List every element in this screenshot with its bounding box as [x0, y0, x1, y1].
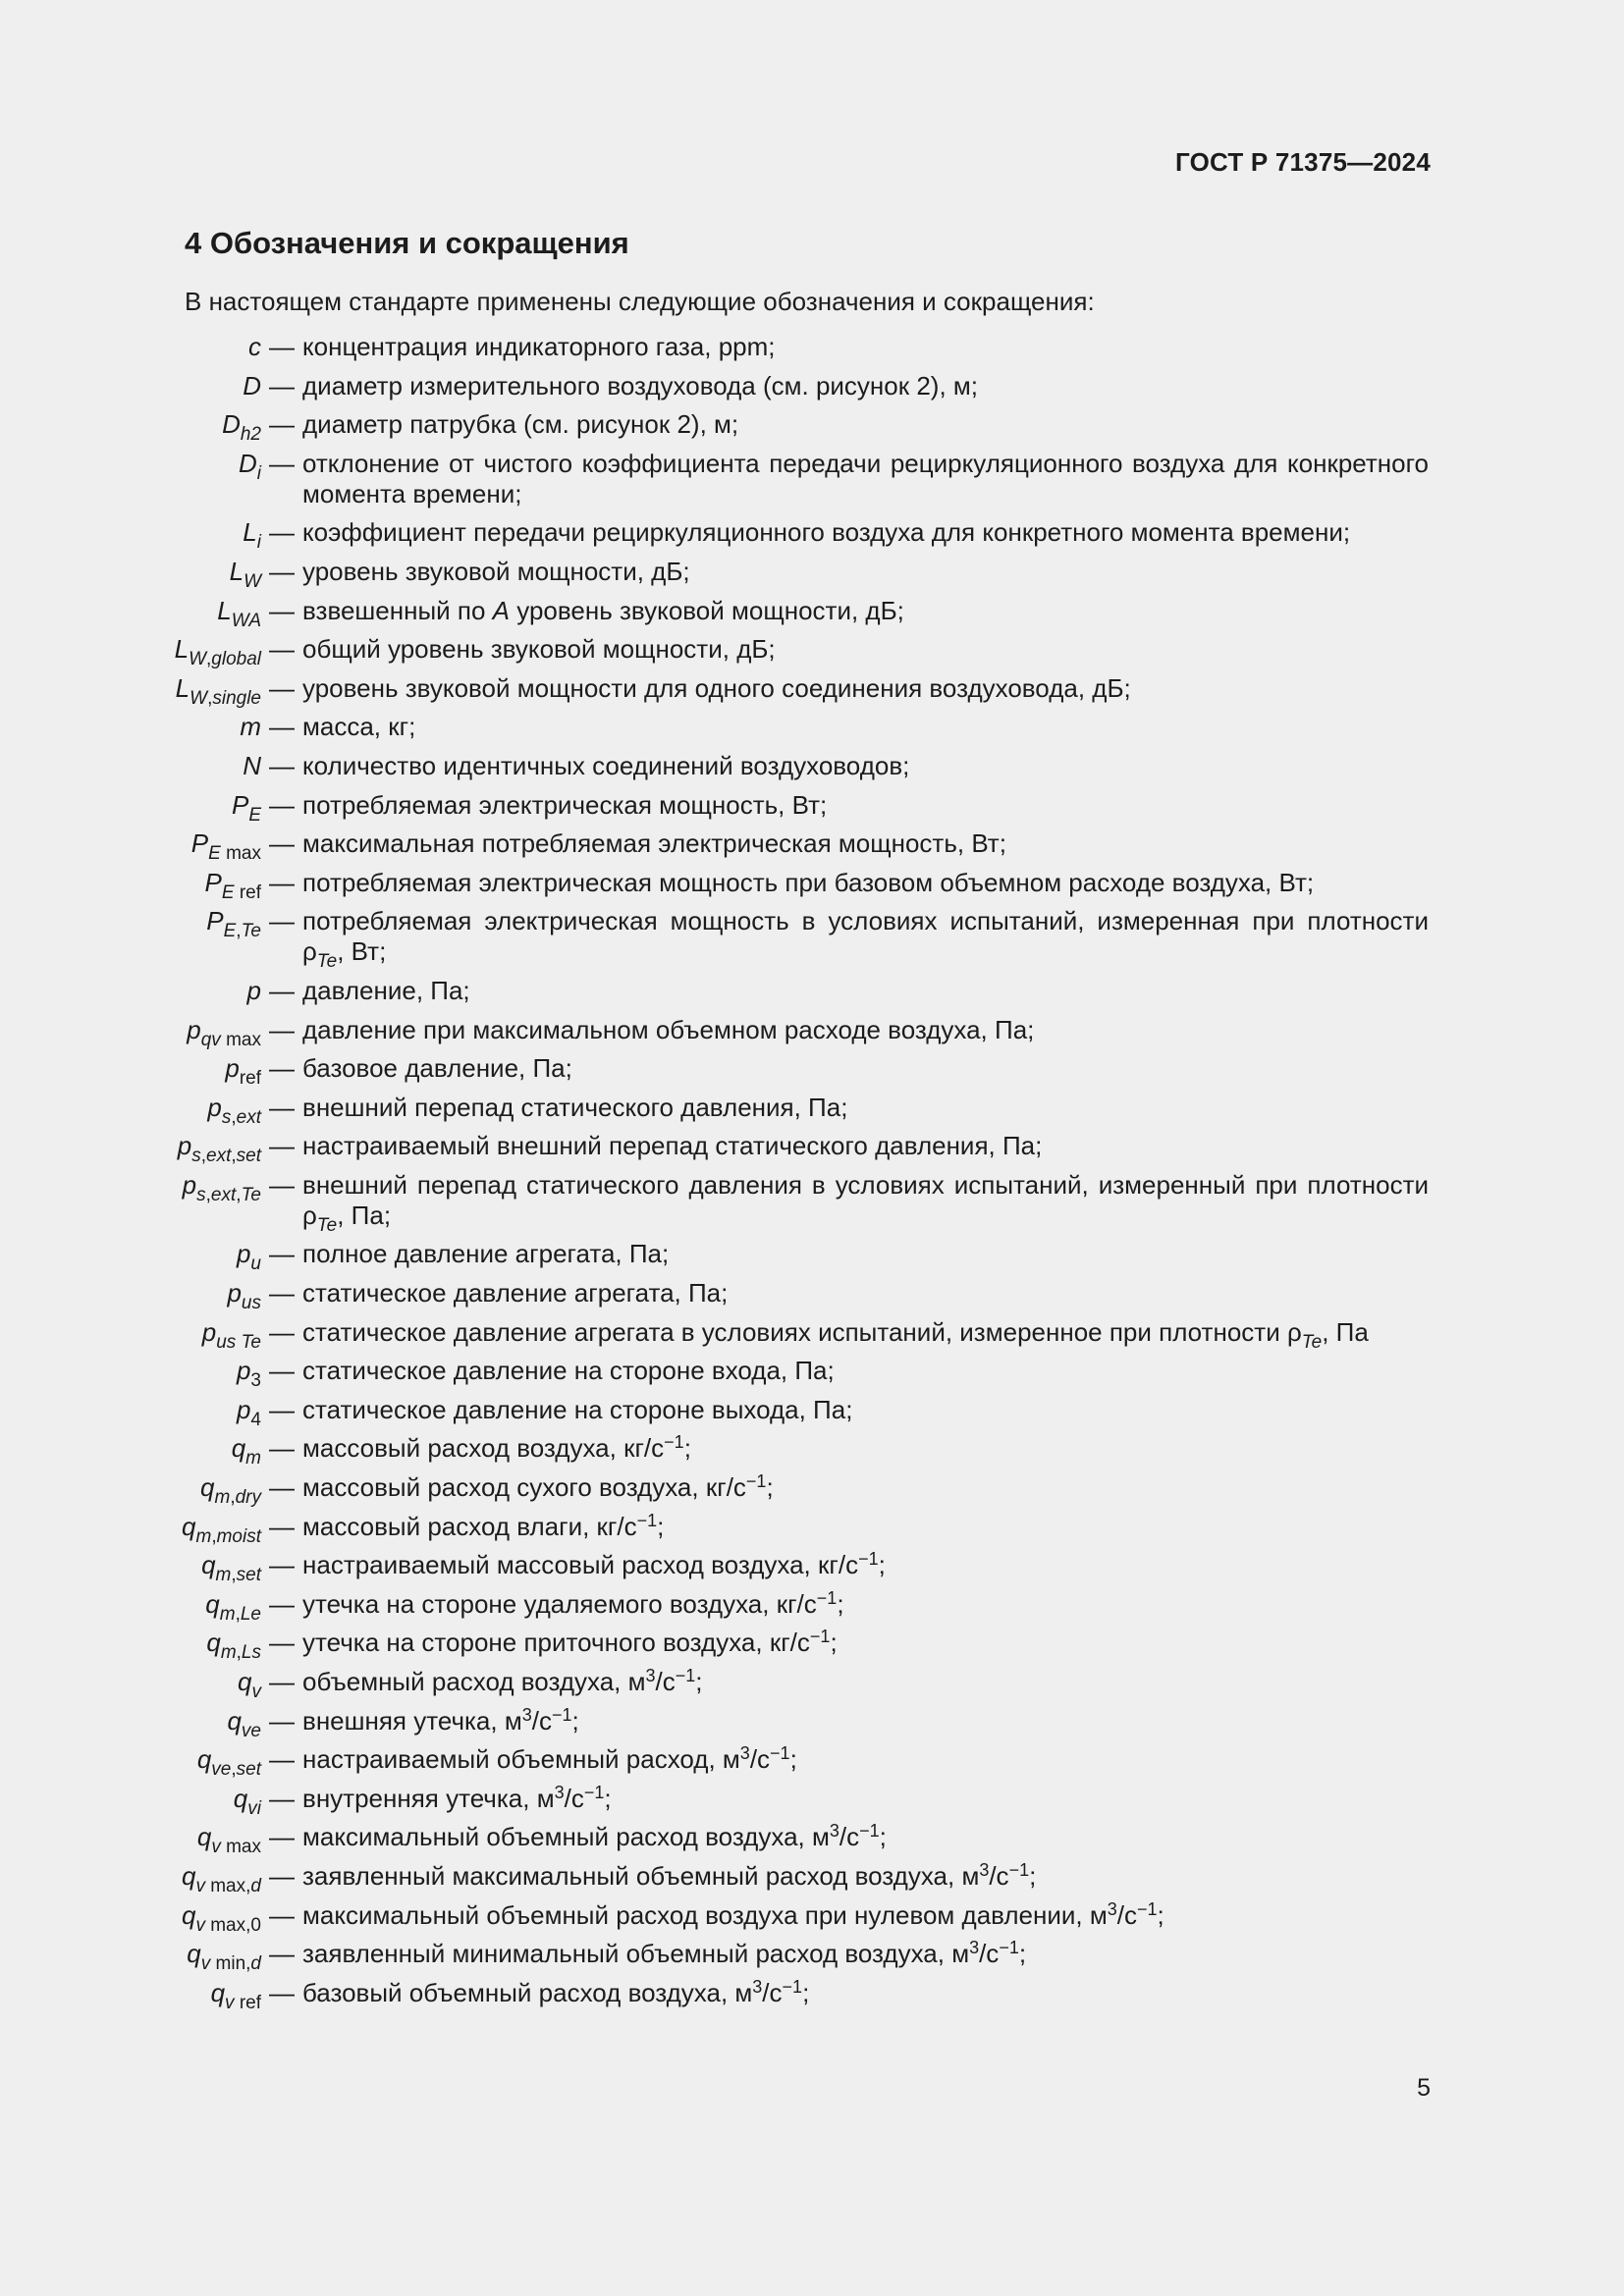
definition-text: статическое давление агрегата, Па;	[302, 1278, 729, 1308]
definition-symbol: $L_{WA}$	[217, 595, 261, 631]
definition-symbol: $p_3$	[236, 1356, 261, 1392]
definition-item	[0, 1169, 1624, 1236]
definition-dash: —	[269, 1977, 295, 2007]
definition-symbol: $q_{ve}$	[227, 1705, 261, 1741]
definition-item	[0, 1239, 1624, 1275]
definition-text: взвешенный по A уровень звуковой мощности, дБ;	[302, 595, 904, 625]
definition-symbol: $L_i$	[243, 517, 261, 554]
definition-item	[0, 556, 1624, 592]
definition-symbol: $D_i$	[238, 448, 261, 484]
definition-item	[0, 1627, 1624, 1664]
definition-text: статическое давление на стороне входа, Па;	[302, 1356, 835, 1386]
definition-symbol: $q_{ve,set}$	[196, 1744, 261, 1781]
definition-symbol: $P_{E ref}$	[204, 867, 261, 903]
definition-text: объемный расход воздуха, $м^3/с^{-1}$;	[302, 1666, 703, 1696]
definition-dash: —	[269, 1472, 295, 1503]
definition-dash: —	[269, 1705, 295, 1735]
definition-dash: —	[269, 1860, 295, 1891]
definition-dash: —	[269, 828, 295, 859]
definition-symbol: $q_{m,Ls}$	[206, 1628, 261, 1664]
definition-item	[0, 1131, 1624, 1167]
definition-item	[0, 751, 1624, 781]
definition-text: базовый объемный расход воздуха, $м^3/с^{-1}$;	[302, 1976, 810, 2007]
definition-item	[0, 371, 1624, 401]
definition-dash: —	[269, 409, 295, 440]
definition-item	[0, 1432, 1624, 1469]
definition-item	[0, 1278, 1624, 1314]
definition-dash: —	[269, 975, 295, 1005]
definition-symbol: $p_{ref}$	[225, 1053, 261, 1090]
definition-dash: —	[269, 1356, 295, 1386]
definition-text: потребляемая электрическая мощность в условиях испытаний, измеренная при плотности $\rho_{Te}$, Вт;	[302, 906, 1429, 973]
definition-dash: —	[269, 1899, 295, 1930]
definition-text: потребляемая электрическая мощность при базовом объемном расходе воздуха, Вт;	[302, 867, 1315, 897]
definition-text: заявленный минимальный объемный расход воздуха, $м^3/с^{-1}$;	[302, 1938, 1027, 1969]
definition-item	[0, 517, 1624, 554]
definition-symbol: $p_{s,ext,Te}$	[182, 1169, 261, 1205]
section-intro: В настоящем стандарте применены следующие обозначения и сокращения:	[185, 287, 1095, 316]
definition-item	[0, 449, 1624, 509]
definition-item	[0, 1053, 1624, 1090]
definition-item	[0, 1704, 1624, 1741]
definition-text: внешняя утечка, $м^3/с^{-1}$;	[302, 1704, 579, 1735]
definition-text: максимальный объемный расход воздуха при нулевом давлении, $м^3/с^{-1}$;	[302, 1898, 1164, 1930]
definition-symbol: N	[243, 750, 261, 780]
definition-text: настраиваемый объемный расход, $м^3/с^{-1}$;	[302, 1743, 797, 1775]
definition-text: максимальный объемный расход воздуха, $м^3/с^{-1}$;	[302, 1821, 887, 1852]
definition-item	[0, 906, 1624, 973]
definition-dash: —	[269, 867, 295, 897]
definition-text: диаметр патрубка (см. рисунок 2), м;	[302, 409, 739, 440]
definition-dash: —	[269, 1131, 295, 1161]
definition-dash: —	[269, 1550, 295, 1580]
definition-symbol: $p_{qv max}$	[187, 1014, 261, 1050]
definition-text: утечка на стороне удаляемого воздуха, $кг/с^{-1}$;	[302, 1587, 844, 1619]
definition-symbol: $q_{m,dry}$	[200, 1472, 261, 1509]
definition-symbol: $q_v$	[238, 1667, 261, 1702]
definition-dash: —	[269, 712, 295, 742]
definition-symbol: $L_W$	[229, 556, 261, 592]
definition-text: масса, кг;	[302, 712, 416, 742]
definition-text: полное давление агрегата, Па;	[302, 1239, 670, 1269]
definition-dash: —	[269, 634, 295, 665]
definition-item	[0, 1510, 1624, 1547]
definition-dash: —	[269, 1667, 295, 1696]
definition-symbol: $q_{v max}$	[196, 1822, 261, 1858]
definition-symbol: $q_{v min,d}$	[187, 1939, 261, 1975]
page-number: 5	[1417, 2074, 1431, 2102]
definition-text: давление при максимальном объемном расходе воздуха, Па;	[302, 1014, 1035, 1044]
definition-item	[0, 1394, 1624, 1430]
definition-dash: —	[269, 906, 295, 936]
definition-dash: —	[269, 1628, 295, 1658]
definition-dash: —	[269, 1783, 295, 1813]
definition-text: базовое давление, Па;	[302, 1053, 572, 1084]
definition-symbol: $P_E$	[231, 789, 261, 826]
definition-text: количество идентичных соединений воздуховодов;	[302, 750, 910, 780]
definition-symbol: $L_{W,global}$	[174, 634, 261, 670]
definition-dash: —	[269, 1014, 295, 1044]
definition-text: внутренняя утечка, $м^3/с^{-1}$;	[302, 1782, 612, 1813]
section-title: 4 Обозначения и сокращения	[185, 226, 629, 260]
definition-text: коэффициент передачи рециркуляционного воздуха для конкретного момента времени;	[302, 517, 1351, 548]
definition-dash: —	[269, 1278, 295, 1308]
definitions-list	[0, 332, 1624, 2016]
definition-item	[0, 332, 1624, 362]
definition-item	[0, 1821, 1624, 1858]
definition-text: уровень звуковой мощности для одного соединения воздуховода, дБ;	[302, 672, 1131, 703]
definition-dash: —	[269, 332, 295, 361]
definition-item	[0, 409, 1624, 446]
definition-dash: —	[269, 1092, 295, 1122]
definition-symbol: $D_{h2}$	[222, 409, 261, 446]
definition-item	[0, 712, 1624, 742]
definition-dash: —	[269, 1053, 295, 1084]
definition-dash: —	[269, 789, 295, 820]
definition-item	[0, 789, 1624, 826]
definition-symbol: $p_{us}$	[227, 1278, 261, 1314]
definition-dash: —	[269, 1169, 295, 1200]
definition-dash: —	[269, 1511, 295, 1541]
definition-symbol: $p_u$	[236, 1239, 261, 1275]
definition-text: максимальная потребляемая электрическая мощность, Вт;	[302, 828, 1006, 859]
definition-symbol: D	[243, 370, 261, 400]
definition-item	[0, 1938, 1624, 1975]
definition-text: массовый расход сухого воздуха, $кг/с^{-1}$;	[302, 1471, 774, 1503]
definition-symbol: $q_{m,moist}$	[182, 1511, 261, 1547]
definition-text: утечка на стороне приточного воздуха, $кг/с^{-1}$;	[302, 1627, 838, 1658]
definition-text: давление, Па;	[302, 975, 470, 1005]
definition-dash: —	[269, 370, 295, 400]
definition-dash: —	[269, 595, 295, 625]
definition-item	[0, 595, 1624, 631]
definition-item	[0, 1014, 1624, 1050]
definition-text: потребляемая электрическая мощность, Вт;	[302, 789, 828, 820]
definition-text: общий уровень звуковой мощности, дБ;	[302, 634, 776, 665]
definition-symbol: $q_{v max,0}$	[181, 1899, 261, 1936]
definition-symbol: m	[240, 712, 261, 742]
definition-item	[0, 634, 1624, 670]
definition-symbol: $q_{v max,d}$	[181, 1860, 261, 1896]
definition-text: концентрация индикаторного газа, ppm;	[302, 332, 776, 361]
definition-dash: —	[269, 1744, 295, 1775]
definition-symbol: c	[248, 332, 261, 361]
definition-symbol: p	[246, 975, 261, 1005]
definition-text: диаметр измерительного воздуховода (см. рисунок 2), м;	[302, 370, 979, 400]
definition-dash: —	[269, 672, 295, 703]
definition-dash: —	[269, 1433, 295, 1464]
definition-item	[0, 828, 1624, 865]
definition-item	[0, 1356, 1624, 1392]
definition-symbol: $L_{W,single}$	[175, 672, 261, 709]
definition-item	[0, 672, 1624, 709]
definition-symbol: $q_{v ref}$	[210, 1977, 261, 2013]
definition-text: заявленный максимальный объемный расход воздуха, $м^3/с^{-1}$;	[302, 1859, 1037, 1891]
definition-dash: —	[269, 1588, 295, 1619]
definition-symbol: $P_{E max}$	[190, 828, 261, 865]
definition-text: настраиваемый массовый расход воздуха, $кг/с^{-1}$;	[302, 1549, 886, 1580]
definition-item	[0, 1782, 1624, 1819]
definition-item	[0, 1666, 1624, 1702]
definition-symbol: $q_{vi}$	[233, 1783, 261, 1819]
definition-dash: —	[269, 448, 295, 478]
definition-dash: —	[269, 1394, 295, 1424]
definition-dash: —	[269, 1239, 295, 1269]
definition-text: массовый расход воздуха, $кг/с^{-1}$;	[302, 1432, 691, 1464]
definition-text: массовый расход влаги, $кг/с^{-1}$;	[302, 1510, 665, 1541]
definition-symbol: $P_{E,Te}$	[206, 906, 261, 942]
definition-text: статическое давление агрегата в условиях испытаний, измеренное при плотности $\rho_{Te}$, Па	[302, 1316, 1369, 1353]
definition-item	[0, 1587, 1624, 1625]
definition-dash: —	[269, 1822, 295, 1852]
definition-item	[0, 1549, 1624, 1586]
definition-text: внешний перепад статического давления, Па;	[302, 1092, 848, 1122]
definition-symbol: $p_{s,ext,set}$	[177, 1131, 261, 1167]
definition-symbol: $q_m$	[231, 1433, 261, 1469]
definition-symbol: $p_{s,ext}$	[207, 1092, 261, 1128]
definition-item	[0, 1859, 1624, 1896]
definition-dash: —	[269, 517, 295, 548]
definition-text: отклонение от чистого коэффициента передачи рециркуляционного воздуха для конкретного момента времени;	[302, 448, 1429, 508]
definition-item	[0, 1743, 1624, 1781]
definition-dash: —	[269, 1316, 295, 1347]
definition-item	[0, 867, 1624, 903]
definition-item	[0, 1898, 1624, 1936]
definition-symbol: $p_{us Te}$	[201, 1316, 261, 1353]
definition-text: статическое давление на стороне выхода, Па;	[302, 1394, 853, 1424]
definition-symbol: $q_{m,set}$	[201, 1550, 261, 1586]
definition-item	[0, 1092, 1624, 1128]
definition-text: внешний перепад статического давления в условиях испытаний, измеренный при плотности $\rho_{Te}$, Па;	[302, 1169, 1429, 1236]
definition-item	[0, 1316, 1624, 1353]
definition-symbol: $q_{m,Le}$	[205, 1588, 261, 1625]
definition-symbol: $p_4$	[236, 1394, 261, 1430]
definition-dash: —	[269, 1939, 295, 1969]
definition-text: настраиваемый внешний перепад статического давления, Па;	[302, 1131, 1043, 1161]
document-code: ГОСТ Р 71375—2024	[1175, 147, 1431, 177]
definition-text: уровень звуковой мощности, дБ;	[302, 556, 690, 586]
definition-item	[0, 1471, 1624, 1509]
definition-item	[0, 1976, 1624, 2013]
definition-dash: —	[269, 750, 295, 780]
definition-item	[0, 976, 1624, 1006]
definition-dash: —	[269, 556, 295, 586]
